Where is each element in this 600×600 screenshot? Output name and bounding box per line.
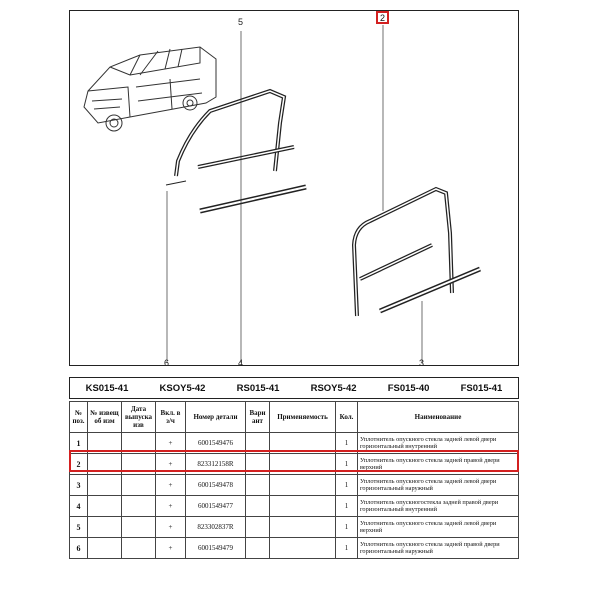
row-included: + (156, 517, 186, 538)
row-included: + (156, 538, 186, 559)
row-part-no[interactable]: 823302837R (186, 517, 246, 538)
variant-code: FS015-40 (387, 382, 430, 394)
row-part-no[interactable]: 6001549478 (186, 475, 246, 496)
row-qty: 1 (336, 538, 358, 559)
row-name: Уплотнитель опускного стекла задней правой двери горизонтальный наружный (358, 538, 519, 559)
seal-set-right (354, 189, 480, 316)
variant-codes-bar (69, 377, 519, 399)
row-qty: 1 (336, 454, 358, 475)
row-included: + (156, 433, 186, 454)
row-pos: 3 (70, 475, 88, 496)
header-included: Вкл. в з/ч (156, 402, 186, 433)
row-variant (246, 454, 270, 475)
row-notice (88, 496, 122, 517)
row-name: Уплотнитель опускногостекла задней правой двери горизонтальный внутренний (358, 496, 519, 517)
table-row[interactable] (70, 433, 519, 454)
row-date (122, 517, 156, 538)
header-date: Дата выпуска изв (122, 402, 156, 433)
table-row[interactable] (70, 475, 519, 496)
row-applicability (270, 517, 336, 538)
leader-lines (167, 25, 422, 363)
row-notice (88, 517, 122, 538)
variant-code: RSOY5-42 (310, 382, 357, 394)
row-qty: 1 (336, 496, 358, 517)
row-applicability (270, 433, 336, 454)
row-date (122, 454, 156, 475)
row-variant (246, 538, 270, 559)
callout-2[interactable]: 2 (376, 11, 389, 24)
variant-code: KSOY5-42 (159, 382, 206, 394)
row-notice (88, 475, 122, 496)
header-qty: Кол. (336, 402, 358, 433)
callout-4[interactable]: 4 (238, 358, 244, 368)
row-part-no[interactable]: 6001549477 (186, 496, 246, 517)
callout-3[interactable]: 3 (419, 358, 425, 368)
row-included: + (156, 454, 186, 475)
row-part-no[interactable]: 823312158R (186, 454, 246, 475)
table-row[interactable] (70, 454, 519, 475)
row-name: Уплотнитель опускного стекла задней левой двери горизонтальный внутренний (358, 433, 519, 454)
table-row[interactable] (70, 496, 519, 517)
header-variant: Вари ант (246, 402, 270, 433)
row-name: Уплотнитель опускного стекла задней левой двери горизонтальный наружный (358, 475, 519, 496)
header-applicability: Применяемость (270, 402, 336, 433)
parts-table (69, 401, 519, 559)
row-included: + (156, 475, 186, 496)
row-name: Уплотнитель опускного стекла задней правой двери верхний (358, 454, 519, 475)
row-pos: 1 (70, 433, 88, 454)
row-date (122, 538, 156, 559)
header-notice: № извещ об изм (88, 402, 122, 433)
row-qty: 1 (336, 517, 358, 538)
header-part-no: Номер детали (186, 402, 246, 433)
callout-5[interactable]: 5 (238, 17, 244, 27)
row-included: + (156, 496, 186, 517)
variant-code: RS015-41 (236, 382, 280, 394)
row-part-no[interactable]: 6001549476 (186, 433, 246, 454)
row-date (122, 475, 156, 496)
row-notice (88, 454, 122, 475)
header-pos: № поз. (70, 402, 88, 433)
row-name: Уплотнитель опускного стекла задней левой двери верхний (358, 517, 519, 538)
row-notice (88, 433, 122, 454)
row-date (122, 433, 156, 454)
callout-6[interactable]: 6 (164, 358, 170, 368)
row-variant (246, 517, 270, 538)
row-date (122, 496, 156, 517)
variant-code: KS015-41 (85, 382, 129, 394)
table-row[interactable] (70, 538, 519, 559)
row-applicability (270, 496, 336, 517)
row-notice (88, 538, 122, 559)
table-header-row (70, 402, 519, 433)
car-illustration (84, 47, 216, 131)
row-variant (246, 433, 270, 454)
row-pos: 6 (70, 538, 88, 559)
row-pos: 4 (70, 496, 88, 517)
row-applicability (270, 475, 336, 496)
parts-diagram (69, 10, 519, 366)
row-qty: 1 (336, 475, 358, 496)
row-variant (246, 496, 270, 517)
row-applicability (270, 454, 336, 475)
row-pos: 2 (70, 454, 88, 475)
table-row[interactable] (70, 517, 519, 538)
row-part-no[interactable]: 6001549479 (186, 538, 246, 559)
row-variant (246, 475, 270, 496)
row-applicability (270, 538, 336, 559)
row-qty: 1 (336, 433, 358, 454)
diagram-drawing (70, 11, 520, 367)
header-name: Наименование (358, 402, 519, 433)
variant-code: FS015-41 (460, 382, 503, 394)
row-pos: 5 (70, 517, 88, 538)
